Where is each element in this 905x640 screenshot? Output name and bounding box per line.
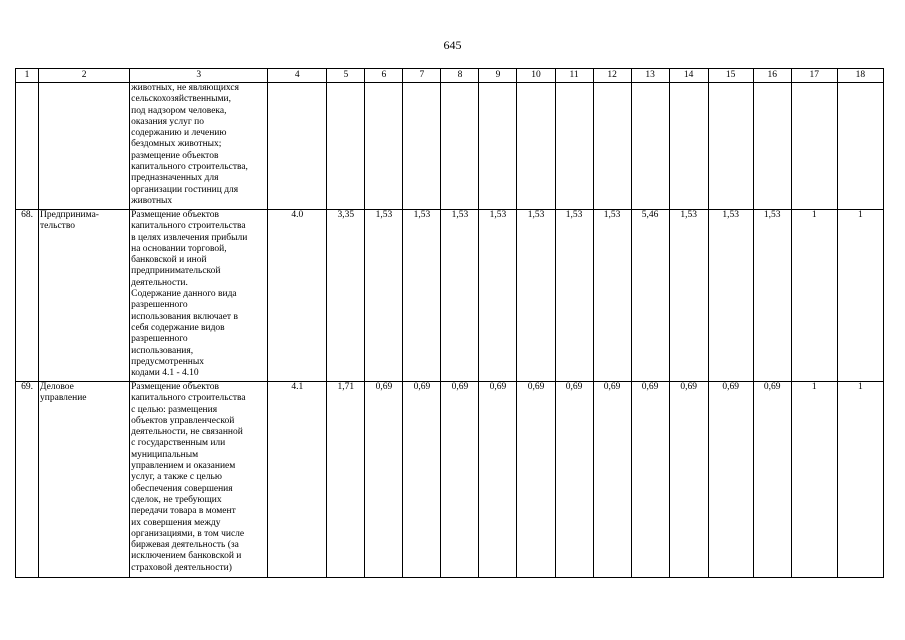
column-header: 16 [753, 69, 791, 83]
value-cell: 0,69 [593, 382, 631, 578]
value-cell [791, 83, 837, 210]
value-cell [479, 83, 517, 210]
value-cell: 0,69 [479, 382, 517, 578]
value-cell: 1 [837, 382, 883, 578]
value-cell: 0,69 [365, 382, 403, 578]
row-number: 68. [16, 210, 39, 382]
page-number: 645 [443, 38, 462, 52]
column-header: 2 [39, 69, 130, 83]
table-row-68 [16, 210, 884, 382]
row-number: 69. [16, 382, 39, 578]
value-cell: 1,53 [555, 210, 593, 382]
value-cell [837, 83, 883, 210]
column-header: 8 [441, 69, 479, 83]
value-cell: 0,69 [403, 382, 441, 578]
value-cell [753, 83, 791, 210]
value-cell: 1 [791, 382, 837, 578]
column-header: 14 [669, 69, 708, 83]
value-cell: 1,53 [753, 210, 791, 382]
value-cell: 1,53 [365, 210, 403, 382]
value-cell: 1,53 [593, 210, 631, 382]
value-cell: 0,69 [517, 382, 555, 578]
value-cell [365, 83, 403, 210]
value-cell [669, 83, 708, 210]
use-name [39, 83, 130, 210]
value-cell: 1,53 [441, 210, 479, 382]
value-cell: 1 [791, 210, 837, 382]
column-header: 18 [837, 69, 883, 83]
value-cell: 0,69 [753, 382, 791, 578]
use-description: животных, не являющихся сельскохозяйственными, под надзором человека, оказания услуг по содержанию и лечению бездомных животных; размещение объектов капитального строительства, предназначенных для организации гостиниц для животных [130, 83, 268, 210]
value-cell [517, 83, 555, 210]
use-code: 4.0 [268, 210, 327, 382]
value-cell: 1,53 [403, 210, 441, 382]
value-cell: 0,69 [441, 382, 479, 578]
value-cell: 0,69 [708, 382, 753, 578]
use-description: Размещение объектов капитального строительства с целью: размещения объектов управленческой деятельности, не связанной с государственным или муниципальным управлением и оказанием услуг, а также с целью обеспечения совершения сделок, не требующих передачи товара в момент их совершения между организациями, в том числе биржевая деятельность (за исключением банковской и страховой деятельности) [130, 382, 268, 578]
value-cell: 5,46 [631, 210, 669, 382]
column-header: 3 [130, 69, 268, 83]
column-header: 10 [517, 69, 555, 83]
use-code [268, 83, 327, 210]
column-header: 13 [631, 69, 669, 83]
value-cell: 3,35 [327, 210, 365, 382]
row-number [16, 83, 39, 210]
value-cell [403, 83, 441, 210]
value-cell: 0,69 [631, 382, 669, 578]
use-code: 4.1 [268, 382, 327, 578]
use-description: Размещение объектов капитального строительства в целях извлечения прибыли на основании торговой, банковской и иной предпринимательской деятельности. Содержание данного вида разрешенного использования включает в себя содержание видов разрешенного использования, предусмотренных кодами 4.1 - 4.10 [130, 210, 268, 382]
table-row-69 [16, 382, 884, 578]
value-cell: 1,53 [669, 210, 708, 382]
column-header: 15 [708, 69, 753, 83]
column-header: 5 [327, 69, 365, 83]
value-cell: 1,53 [708, 210, 753, 382]
column-header: 17 [791, 69, 837, 83]
value-cell: 1 [837, 210, 883, 382]
value-cell [327, 83, 365, 210]
column-header: 1 [16, 69, 39, 83]
column-header: 7 [403, 69, 441, 83]
column-header: 12 [593, 69, 631, 83]
value-cell: 1,53 [517, 210, 555, 382]
value-cell [593, 83, 631, 210]
land-use-table [15, 68, 884, 578]
value-cell [555, 83, 593, 210]
column-header: 11 [555, 69, 593, 83]
value-cell: 0,69 [669, 382, 708, 578]
use-name: Деловое управление [39, 382, 130, 578]
use-name: Предпринима- тельство [39, 210, 130, 382]
column-number-row [16, 69, 884, 83]
value-cell: 1,71 [327, 382, 365, 578]
value-cell: 0,69 [555, 382, 593, 578]
column-header: 4 [268, 69, 327, 83]
value-cell [631, 83, 669, 210]
value-cell: 1,53 [479, 210, 517, 382]
column-header: 9 [479, 69, 517, 83]
column-header: 6 [365, 69, 403, 83]
table-row-continuation [16, 83, 884, 210]
value-cell [708, 83, 753, 210]
value-cell [441, 83, 479, 210]
